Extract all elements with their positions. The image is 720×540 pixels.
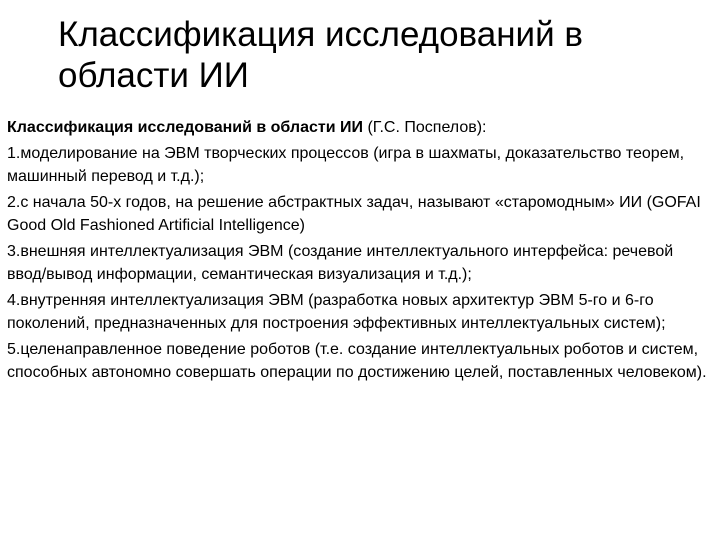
intro-paragraph (7, 116, 713, 140)
slide-body (7, 116, 713, 387)
list-item-3: 3.внешняя интеллектуализация ЭВМ (создание интеллектуального интерфейса: речевой ввод/вывод информации, семантическая визуализация и т.д.); (7, 242, 674, 283)
list-item-2: 2.с начала 50-х годов, на решение абстрактных задач, называют «старомодным» ИИ (GOFAI Good Old Fashioned Artificial Intelligence) (7, 193, 701, 234)
intro-bold-text: Классификация исследований в области ИИ (7, 119, 363, 136)
list-item-5: 5.целенаправленное поведение роботов (т.е. создание интеллектуальных роботов и систем, способных автономно совершать операции по достижению целей, поставленных человеком). (7, 340, 707, 381)
intro-source-text: (Г.С. Поспелов): (363, 119, 487, 136)
list-item-1: 1.моделирование на ЭВМ творческих процессов (игра в шахматы, доказательство теорем, машинный перевод и т.д.); (7, 144, 685, 185)
slide-title: Классификация исследований в области ИИ (58, 15, 583, 95)
list-item-4: 4.внутренняя интеллектуализация ЭВМ (разработка новых архитектур ЭВМ 5-го и 6-го поколений, предназначенных для построения эффективных интеллектуальных систем); (7, 291, 666, 332)
